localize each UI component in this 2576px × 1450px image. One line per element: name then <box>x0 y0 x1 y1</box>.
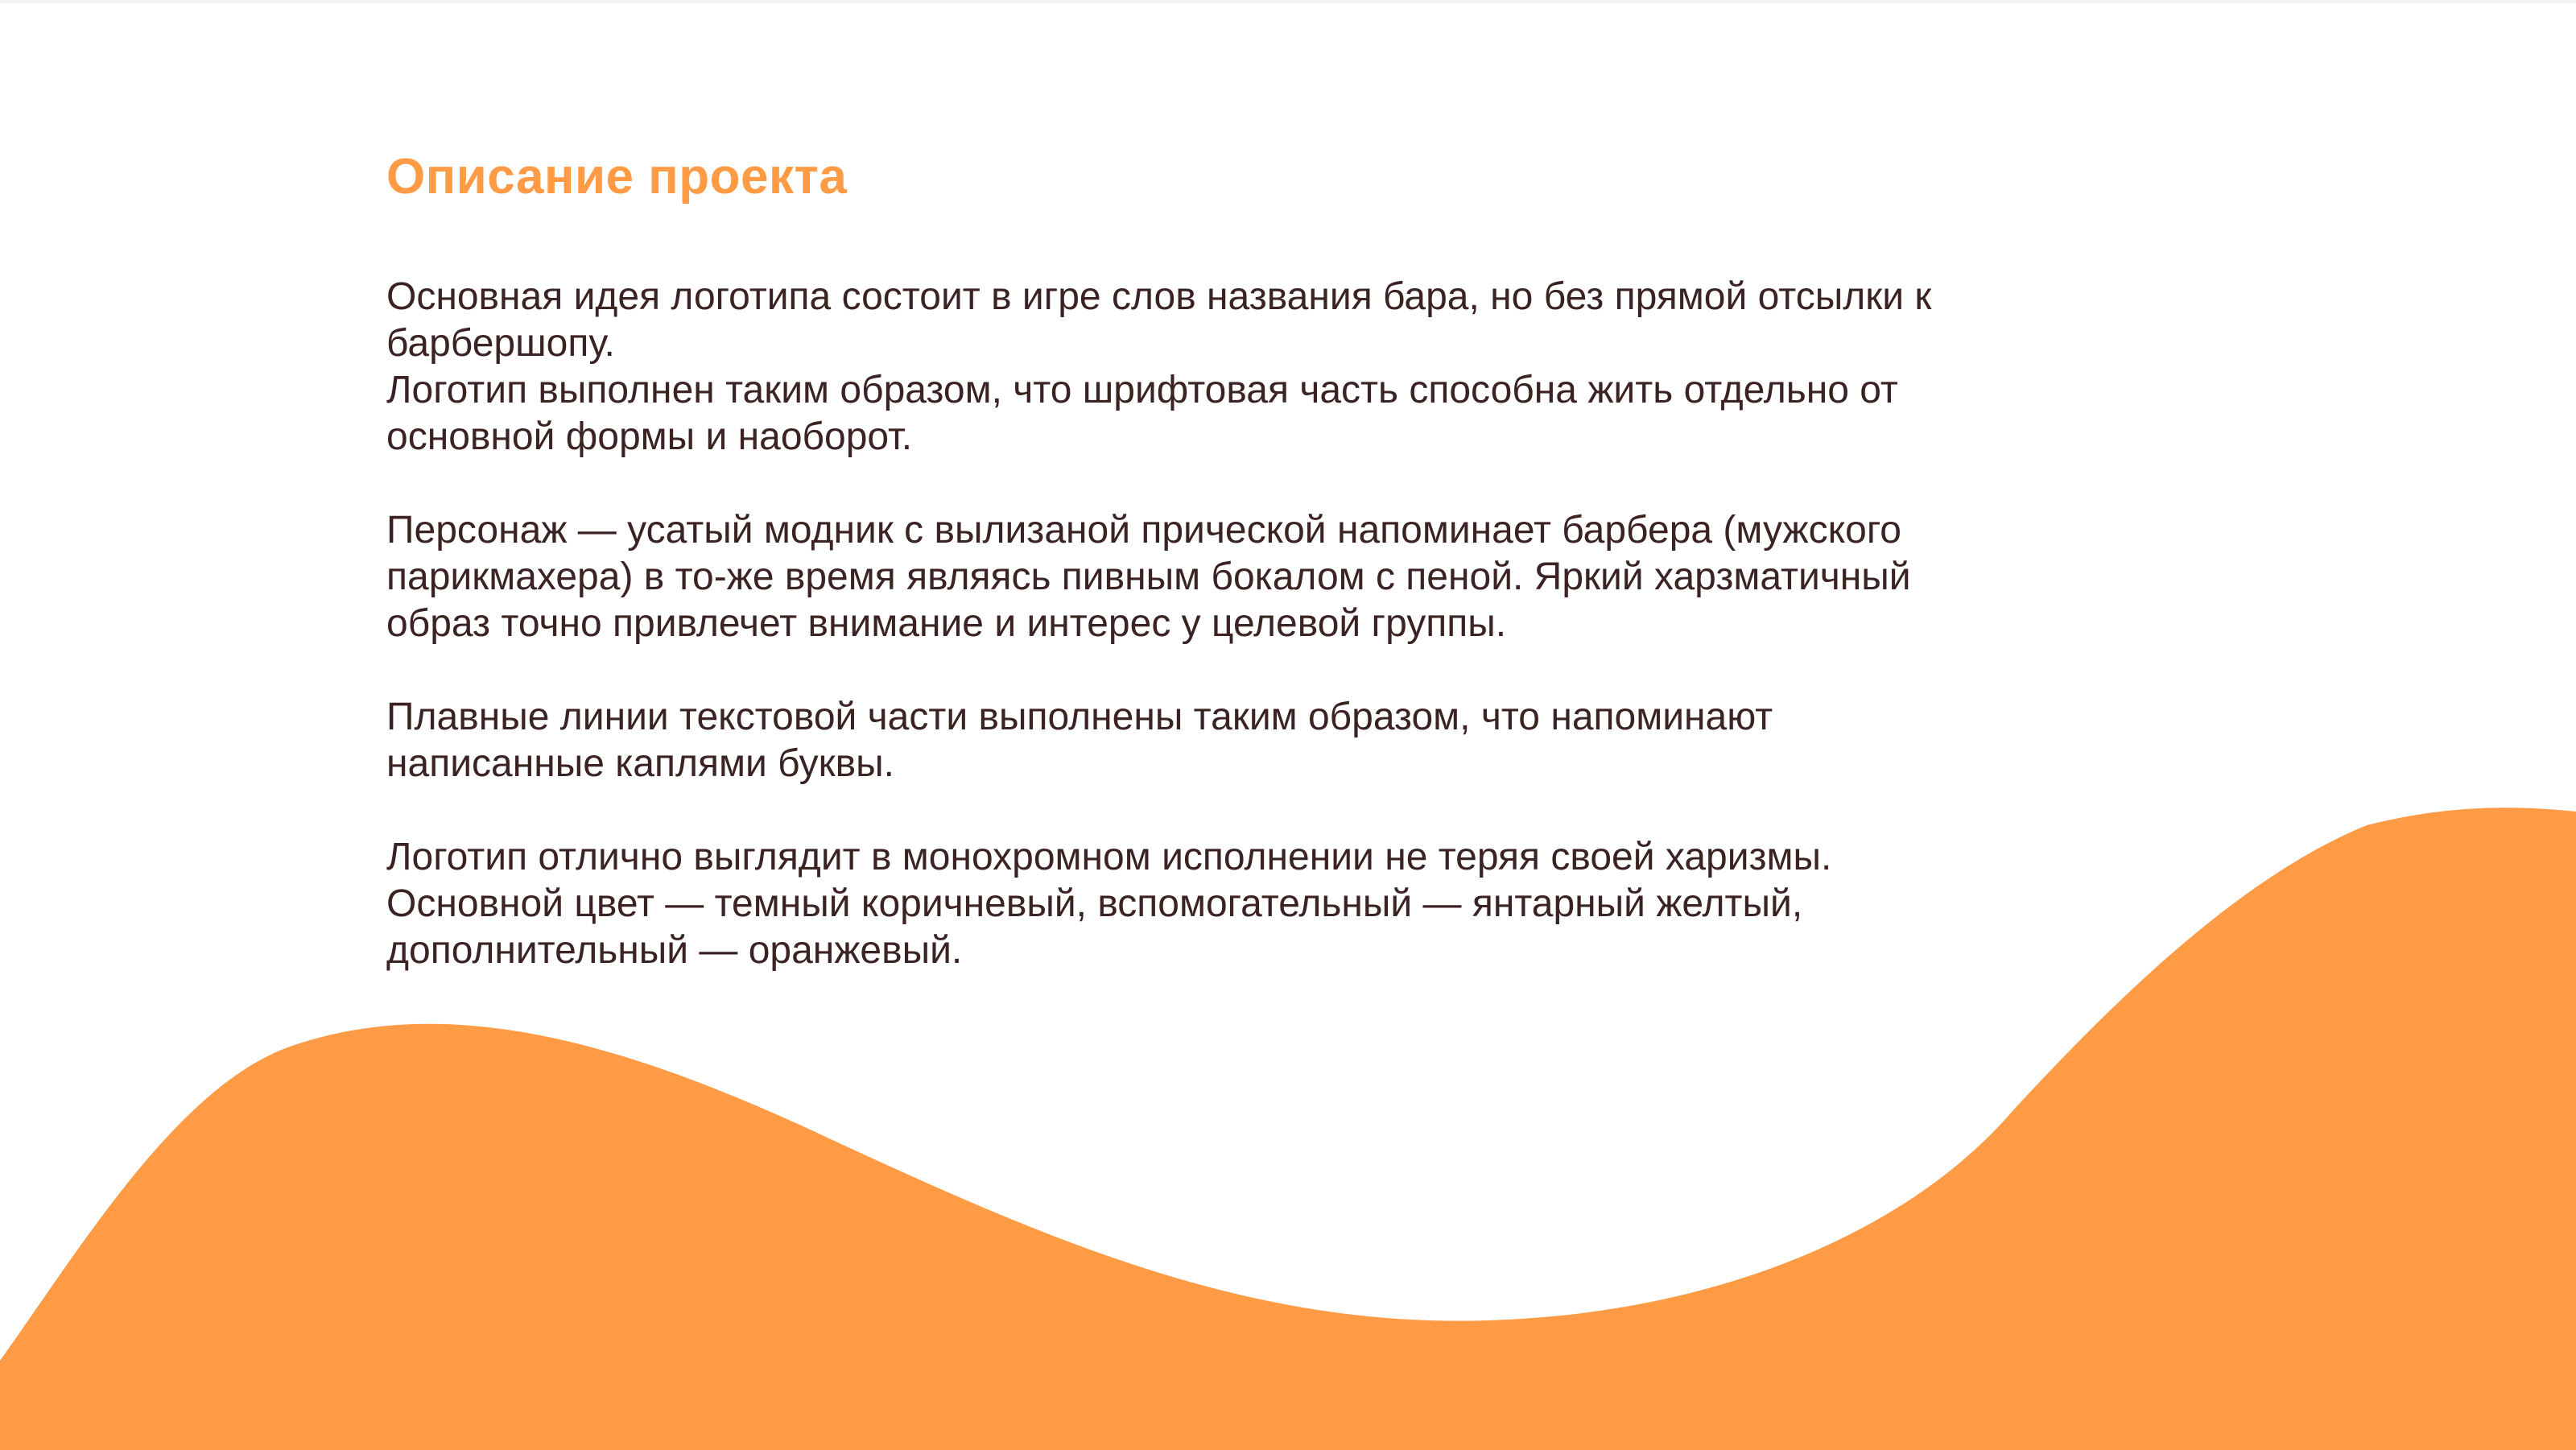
paragraph-colors: Логотип отлично выглядит в монохромном исполнении не теряя своей харизмы. Основной цвет — темный коричневый, вспомогательный — янтарный желтый, дополнительный — оранжевый. <box>386 836 1832 972</box>
paragraph-character: Персонаж — усатый модник с вылизаной прической напоминает барбера (мужского парикмахера) в то-же время являясь пивным бокалом с пеной. Яркий харзматичный образ точно привлечет внимание и интерес у целевой группы. <box>386 509 1911 645</box>
paragraph-logo-idea: Основная идея логотипа состоит в игре слов названия бара, но без прямой отсылки к барбершопу. Логотип выполнен таким образом, что шрифтовая часть способна жить отдельно от основной формы и наоборот. <box>386 275 1932 458</box>
project-description <box>386 145 2206 1021</box>
paragraph-lines: Плавные линии текстовой части выполнены таким образом, что напоминают написанные каплями буквы. <box>386 696 1773 785</box>
page-title: Описание проекта <box>386 149 848 204</box>
